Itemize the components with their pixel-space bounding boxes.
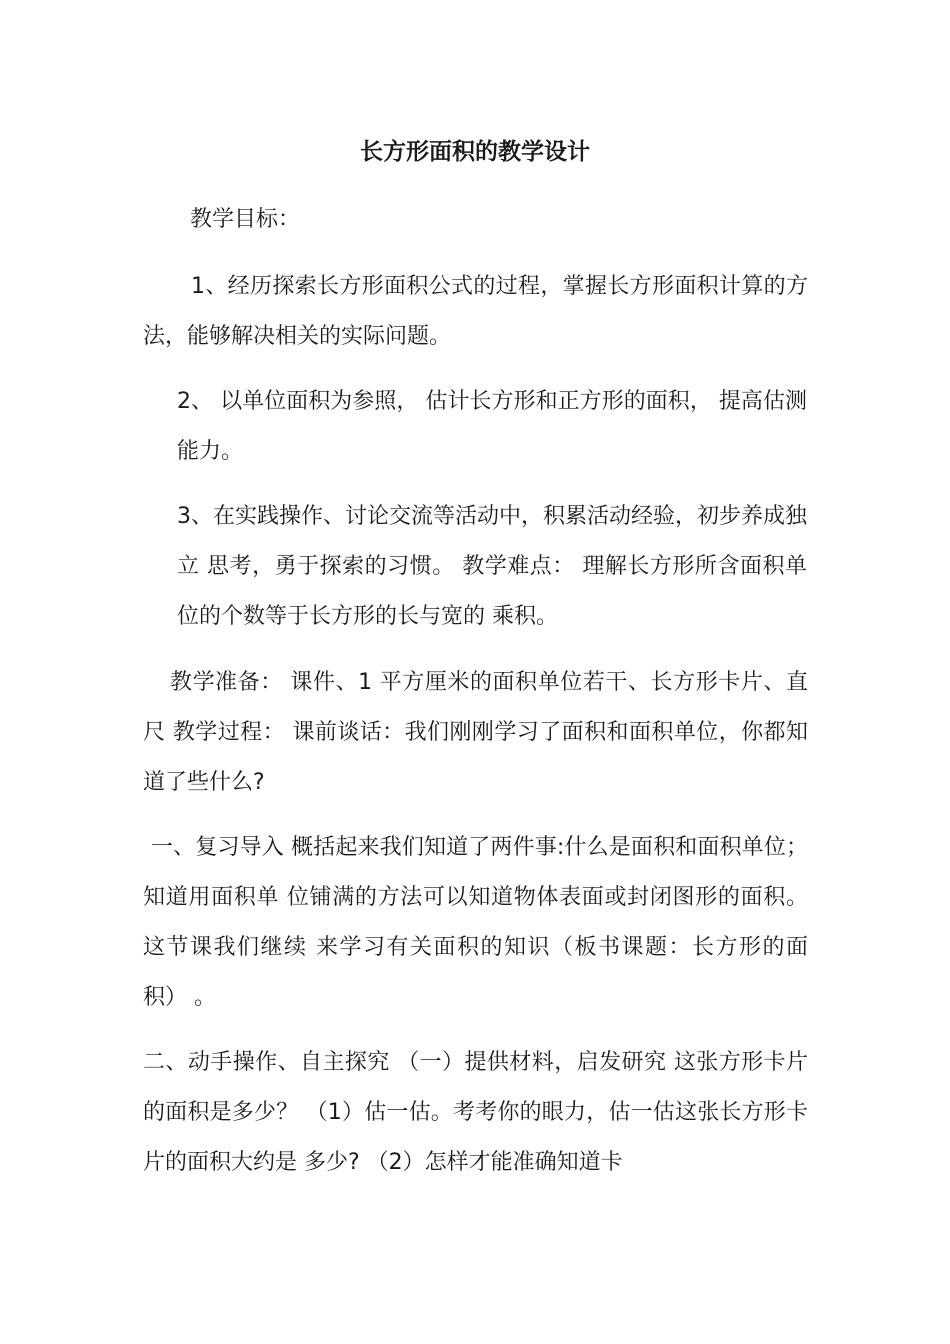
document-title: 长方形面积的教学设计 [360,139,590,165]
paragraph-exploration: 二、动手操作、自主探究 （一）提供材料，启发研究 这张方形卡片的面积是多少？ （1）估一估。考考你的眼力，估一估这张长方形卡片的面积大约是 多少? （2）怎样才能准确知道卡 [143,1050,808,1175]
paragraph-review: 一、复习导入 概括起来我们知道了两件事:什么是面积和面积单位； 知道用面积单 位铺满的方法可以知道物体表面或封闭图形的面积。 这节课我们继续 来学习有关面积的知识（板书课题：长方形的面积） 。 [143,835,808,1010]
paragraph-goal-2: 2、 以单位面积为参照， 估计长方形和正方形的面积， 提高估测能力。 [177,389,807,464]
goals-heading: 教学目标： [190,207,301,232]
paragraph-goal-1: 1、经历探索长方形面积公式的过程，掌握长方形面积计算的方法，能够解决相关的实际问题。 [143,274,808,349]
paragraph-preparation: 教学准备： 课件、1 平方厘米的面积单位若干、长方形卡片、直尺 教学过程： 课前谈话：我们刚刚学习了面积和面积单位，你都知道了些什么? [143,670,808,795]
paragraph-goal-3: 3、在实践操作、讨论交流等活动中，积累活动经验，初步养成独立 思考，勇于探索的习惯。 教学难点： 理解长方形所含面积单位的个数等于长方形的长与宽的 乘积。 [177,504,807,629]
